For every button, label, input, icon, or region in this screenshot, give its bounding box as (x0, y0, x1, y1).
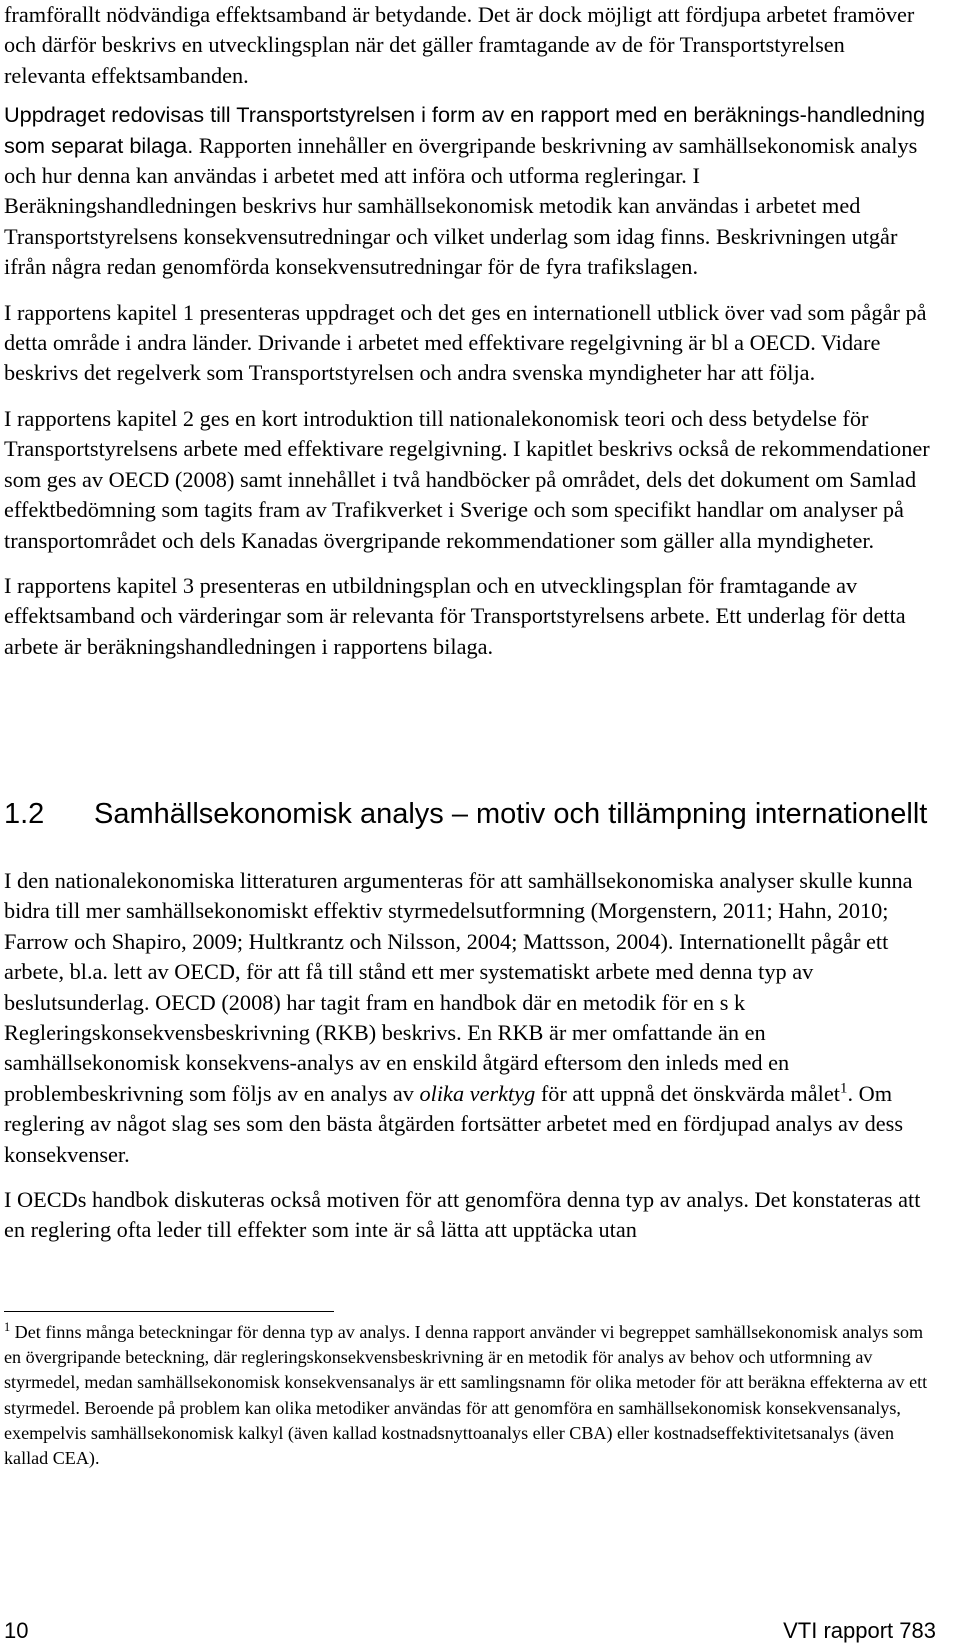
chapter-2-paragraph: I rapportens kapitel 2 ges en kort introduktion till nationalekonomisk teori och dess betydelse för Transportstyrelsens arbete med effektivare regelgivning. I kapitlet beskrivs också de rekommendationer som ges av OECD (2008) samt innehållet i två handböcker på området, dels det dokument om Samlad effektbedömning som tagits fram av Trafikverket i Sverige och som specifikt handlar om analyser på transportområdet och dels Kanadas övergripande rekommendationer som gäller alla myndigheter. (4, 405, 930, 553)
report-paragraph (4, 100, 932, 282)
section-number: 1.2 (4, 798, 45, 830)
body-text-top (4, 0, 932, 662)
section-paragraph-1-end: . Om reglering av något slag ses som den bästa åtgärden fortsätter arbetet med en fördjupad analys av dess konsekvenser. (4, 1080, 903, 1167)
body-text-section (4, 866, 932, 1246)
section-paragraph-1-continuation: för att uppnå det önskvärda målet (535, 1080, 840, 1106)
report-contents-text: Rapporten innehåller en övergripande beskrivning av samhällsekonomisk analys och hur denna kan användas i arbetet med att införa och utforma regleringar. I Beräkningshandledningen beskrivs hur samhällsekonomisk metodik kan användas i arbetet med Transportstyrelsens konsekvensutredningar och vilket underlag som idag finns. Beskrivningen utgår ifrån några redan genomförda konsekvensutredningar för de fyra trafikslagen. (4, 132, 918, 280)
section-paragraph-2: I OECDs handbok diskuteras också motiven för att genomföra denna typ av analys. Det konstateras att en reglering ofta leder till effekter som inte är så lätta att upptäcka utan (4, 1187, 921, 1243)
section-paragraph-1 (4, 866, 932, 1170)
footnote-marker: 1 (4, 1320, 11, 1335)
report-label: VTI rapport 783 (783, 1618, 936, 1643)
footnote (4, 1320, 932, 1471)
section-heading (4, 796, 934, 832)
report-summary-text: Uppdraget redovisas till Transportstyrelsen i form av en rapport med en beräknings-handledning som separat bilaga. (4, 102, 926, 158)
footnote-text: Det finns många beteckningar för denna typ av analys. I denna rapport använder vi begreppet samhällsekonomisk analys som en övergripande beteckning, där regleringskonsekvensbeskrivning är en metodik för analys av behov och utformning av styrmedel, medan samhällsekonomisk konsekvensanalys är ett samlingsnamn för olika metoder för att beräkna effekterna av ett styrmedel. Beroende på problem kan olika metodiker användas för att genomföra en samhällsekonomisk konsekvensanalys, exempelvis samhällsekonomisk kalkyl (även kallad kostnadsnyttoanalys eller CBA) eller kostnadseffektivitetsanalys (även kallad CEA). (4, 1322, 928, 1469)
section-paragraph-1-text: I den nationalekonomiska litteraturen argumenteras för att samhällsekonomiska analyser skulle kunna bidra till mer samhällsekonomiskt effektiv styrmedelsutformning (Morgenstern, 2011; Hahn, 2010; Farrow och Shapiro, 2009; Hultkrantz och Nilsson, 2004; Mattsson, 2004). Internationellt pågår ett arbete, bl.a. lett av OECD, för att få till stånd ett mer systematiskt arbete med denna typ av beslutsunderlag. OECD (2008) har tagit fram en handbok där en metodik för en s k Regleringskonsekvensbeskrivning (RKB) beskrivs. En RKB är mer omfattande än en samhällsekonomisk konsekvens-analys av en enskild åtgärd eftersom den inleds med en problembeskrivning som följs av en analys av (4, 868, 913, 1106)
footnote-reference[interactable]: 1 (839, 1079, 848, 1097)
intro-paragraph: framförallt nödvändiga effektsamband är betydande. Det är dock möjligt att fördjupa arbetet framöver och därför beskrivs en utvecklingsplan när det gäller framtagande av de för Transportstyrelsen relevanta effektsambanden. (4, 2, 915, 88)
chapter-1-paragraph: I rapportens kapitel 1 presenteras uppdraget och det ges en internationell utblick över vad som pågår på detta område i andra länder. Drivande i arbetet med effektivare regelgivning är bl a OECD. Vidare beskrivs det regelverk som Transportstyrelsen och andra svenska myndigheter har att följa. (4, 299, 927, 386)
section-title: Samhällsekonomisk analys – motiv och tillämpning internationellt (94, 798, 928, 830)
chapter-3-paragraph: I rapportens kapitel 3 presenteras en utbildningsplan och en utvecklingsplan för framtagande av effektsamband och värderingar som är relevanta för Transportstyrelsens arbete. Ett underlag för detta arbete är beräkningshandledningen i rapportens bilaga. (4, 572, 906, 659)
emphasized-term: olika verktyg (419, 1080, 536, 1106)
footnote-separator (4, 1311, 334, 1312)
page-number: 10 (4, 1618, 29, 1643)
